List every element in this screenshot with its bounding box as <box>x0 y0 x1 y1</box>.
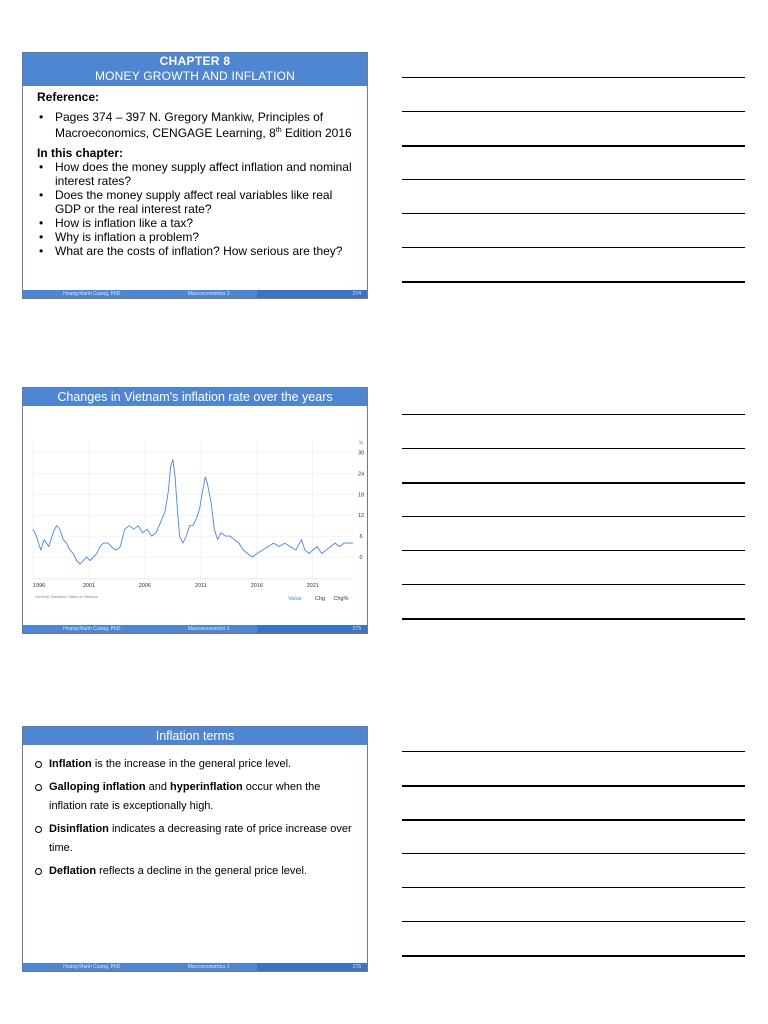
footer-author: Hoang Manh Cuong, PhD <box>23 625 161 633</box>
y-tick-label: 30 <box>357 450 365 457</box>
y-tick-label: 6 <box>359 534 363 541</box>
legend-item: Value <box>288 596 302 602</box>
legend-item: Chg% <box>333 596 349 602</box>
chapter-number: CHAPTER 8 <box>159 54 231 68</box>
y-tick-label: 0 <box>359 555 363 562</box>
note-line <box>402 247 745 248</box>
definition: indicates a decreasing rate of price increase over time. <box>49 823 352 854</box>
note-line <box>402 618 745 620</box>
x-tick-label: 2001 <box>82 583 96 589</box>
list-item <box>35 755 355 774</box>
list-item: • How does the money supply affect inflation and nominal interest rates? <box>37 160 357 188</box>
term: Disinflation <box>49 823 109 835</box>
note-line <box>402 516 745 517</box>
note-line <box>402 179 745 180</box>
circle-bullet-icon <box>35 784 42 791</box>
slide-footer <box>23 963 367 971</box>
circle-bullet-icon <box>35 826 42 833</box>
note-line <box>402 448 745 449</box>
connector: and <box>145 781 171 793</box>
chapter-title: MONEY GROWTH AND INFLATION <box>94 69 296 83</box>
slide-title: Changes in Vietnam's inflation rate over the years <box>23 388 367 406</box>
inflation-chart <box>23 407 367 622</box>
list-item <box>35 778 355 816</box>
note-line <box>402 111 745 112</box>
slide-footer <box>23 290 367 298</box>
x-tick-label: 2006 <box>138 583 152 589</box>
footer-page: 276 <box>257 963 367 971</box>
note-line <box>402 751 745 752</box>
slide-inflation-chart <box>22 387 368 634</box>
footer-author: Hoang Manh Cuong, PhD <box>23 963 161 971</box>
term: hyperinflation <box>170 781 243 793</box>
chart-source: General Statistics Office of Vietnam <box>35 594 98 599</box>
term: Inflation <box>49 758 92 770</box>
note-line <box>402 414 745 415</box>
footer-course: Macroeconomics 1 <box>161 290 257 298</box>
definition: is the increase in the general price level. <box>91 758 292 770</box>
circle-bullet-icon <box>35 761 42 768</box>
note-line <box>402 584 745 585</box>
term: Galloping inflation <box>49 781 146 793</box>
note-line <box>402 550 745 551</box>
note-line <box>402 819 745 821</box>
list-item: • Does the money supply affect real variables like real GDP or the real interest rate? <box>37 188 357 216</box>
list-item: • What are the costs of inflation? How serious are they? <box>37 244 357 258</box>
reference-sup: th <box>275 127 282 134</box>
reference-text: Pages 374 – 397 N. Gregory Mankiw, Principles of Macroeconomics, CENGAGE Learning, 8 <box>55 110 324 140</box>
note-line <box>402 887 745 888</box>
note-line <box>402 955 745 957</box>
slide-title: Inflation terms <box>23 727 367 745</box>
list-item: • Why is inflation a problem? <box>37 230 357 244</box>
list-item <box>35 820 355 858</box>
note-line <box>402 853 745 854</box>
footer-course: Macroeconomics 1 <box>161 963 257 971</box>
slide-body <box>23 86 367 258</box>
footer-course: Macroeconomics 1 <box>161 625 257 633</box>
chapter-heading: In this chapter: <box>37 146 124 160</box>
list-item <box>35 862 355 881</box>
footer-page: 275 <box>257 625 367 633</box>
note-line <box>402 281 745 283</box>
reference-text-end: Edition 2016 <box>281 126 352 140</box>
term: Deflation <box>49 865 97 877</box>
y-tick-label: 12 <box>357 513 365 520</box>
slide-title-bar <box>23 53 367 86</box>
note-line <box>402 145 745 147</box>
definition: reflects a decline in the general price level. <box>96 865 308 877</box>
chapter-questions <box>37 160 357 258</box>
note-line <box>402 482 745 484</box>
list-item: • How is inflation like a tax? <box>37 216 357 230</box>
slide-inflation-terms <box>22 726 368 972</box>
x-tick-label: 1996 <box>33 583 46 589</box>
inflation-line <box>33 460 353 565</box>
reference-item <box>37 110 357 140</box>
note-line <box>402 785 745 787</box>
x-tick-label: 2021 <box>306 583 319 589</box>
legend-item: Chg <box>314 596 326 602</box>
footer-page: 274 <box>257 290 367 298</box>
slide-body <box>23 745 367 881</box>
slide-chapter-8 <box>22 52 368 299</box>
note-line <box>402 77 745 78</box>
x-tick-label: 2016 <box>250 583 263 589</box>
note-line <box>402 213 745 214</box>
chart-svg <box>23 407 367 622</box>
y-unit-label: % <box>358 440 364 447</box>
reference-list <box>37 110 357 140</box>
note-line <box>402 921 745 922</box>
x-tick-label: 2011 <box>194 583 207 589</box>
y-tick-label: 24 <box>357 471 365 478</box>
y-tick-label: 18 <box>357 492 365 499</box>
definition: occur when the inflation rate is exceptionally high. <box>49 781 321 812</box>
circle-bullet-icon <box>35 868 42 875</box>
slide-footer <box>23 625 367 633</box>
footer-author: Hoang Manh Cuong, PhD <box>23 290 161 298</box>
reference-heading: Reference: <box>37 90 100 104</box>
